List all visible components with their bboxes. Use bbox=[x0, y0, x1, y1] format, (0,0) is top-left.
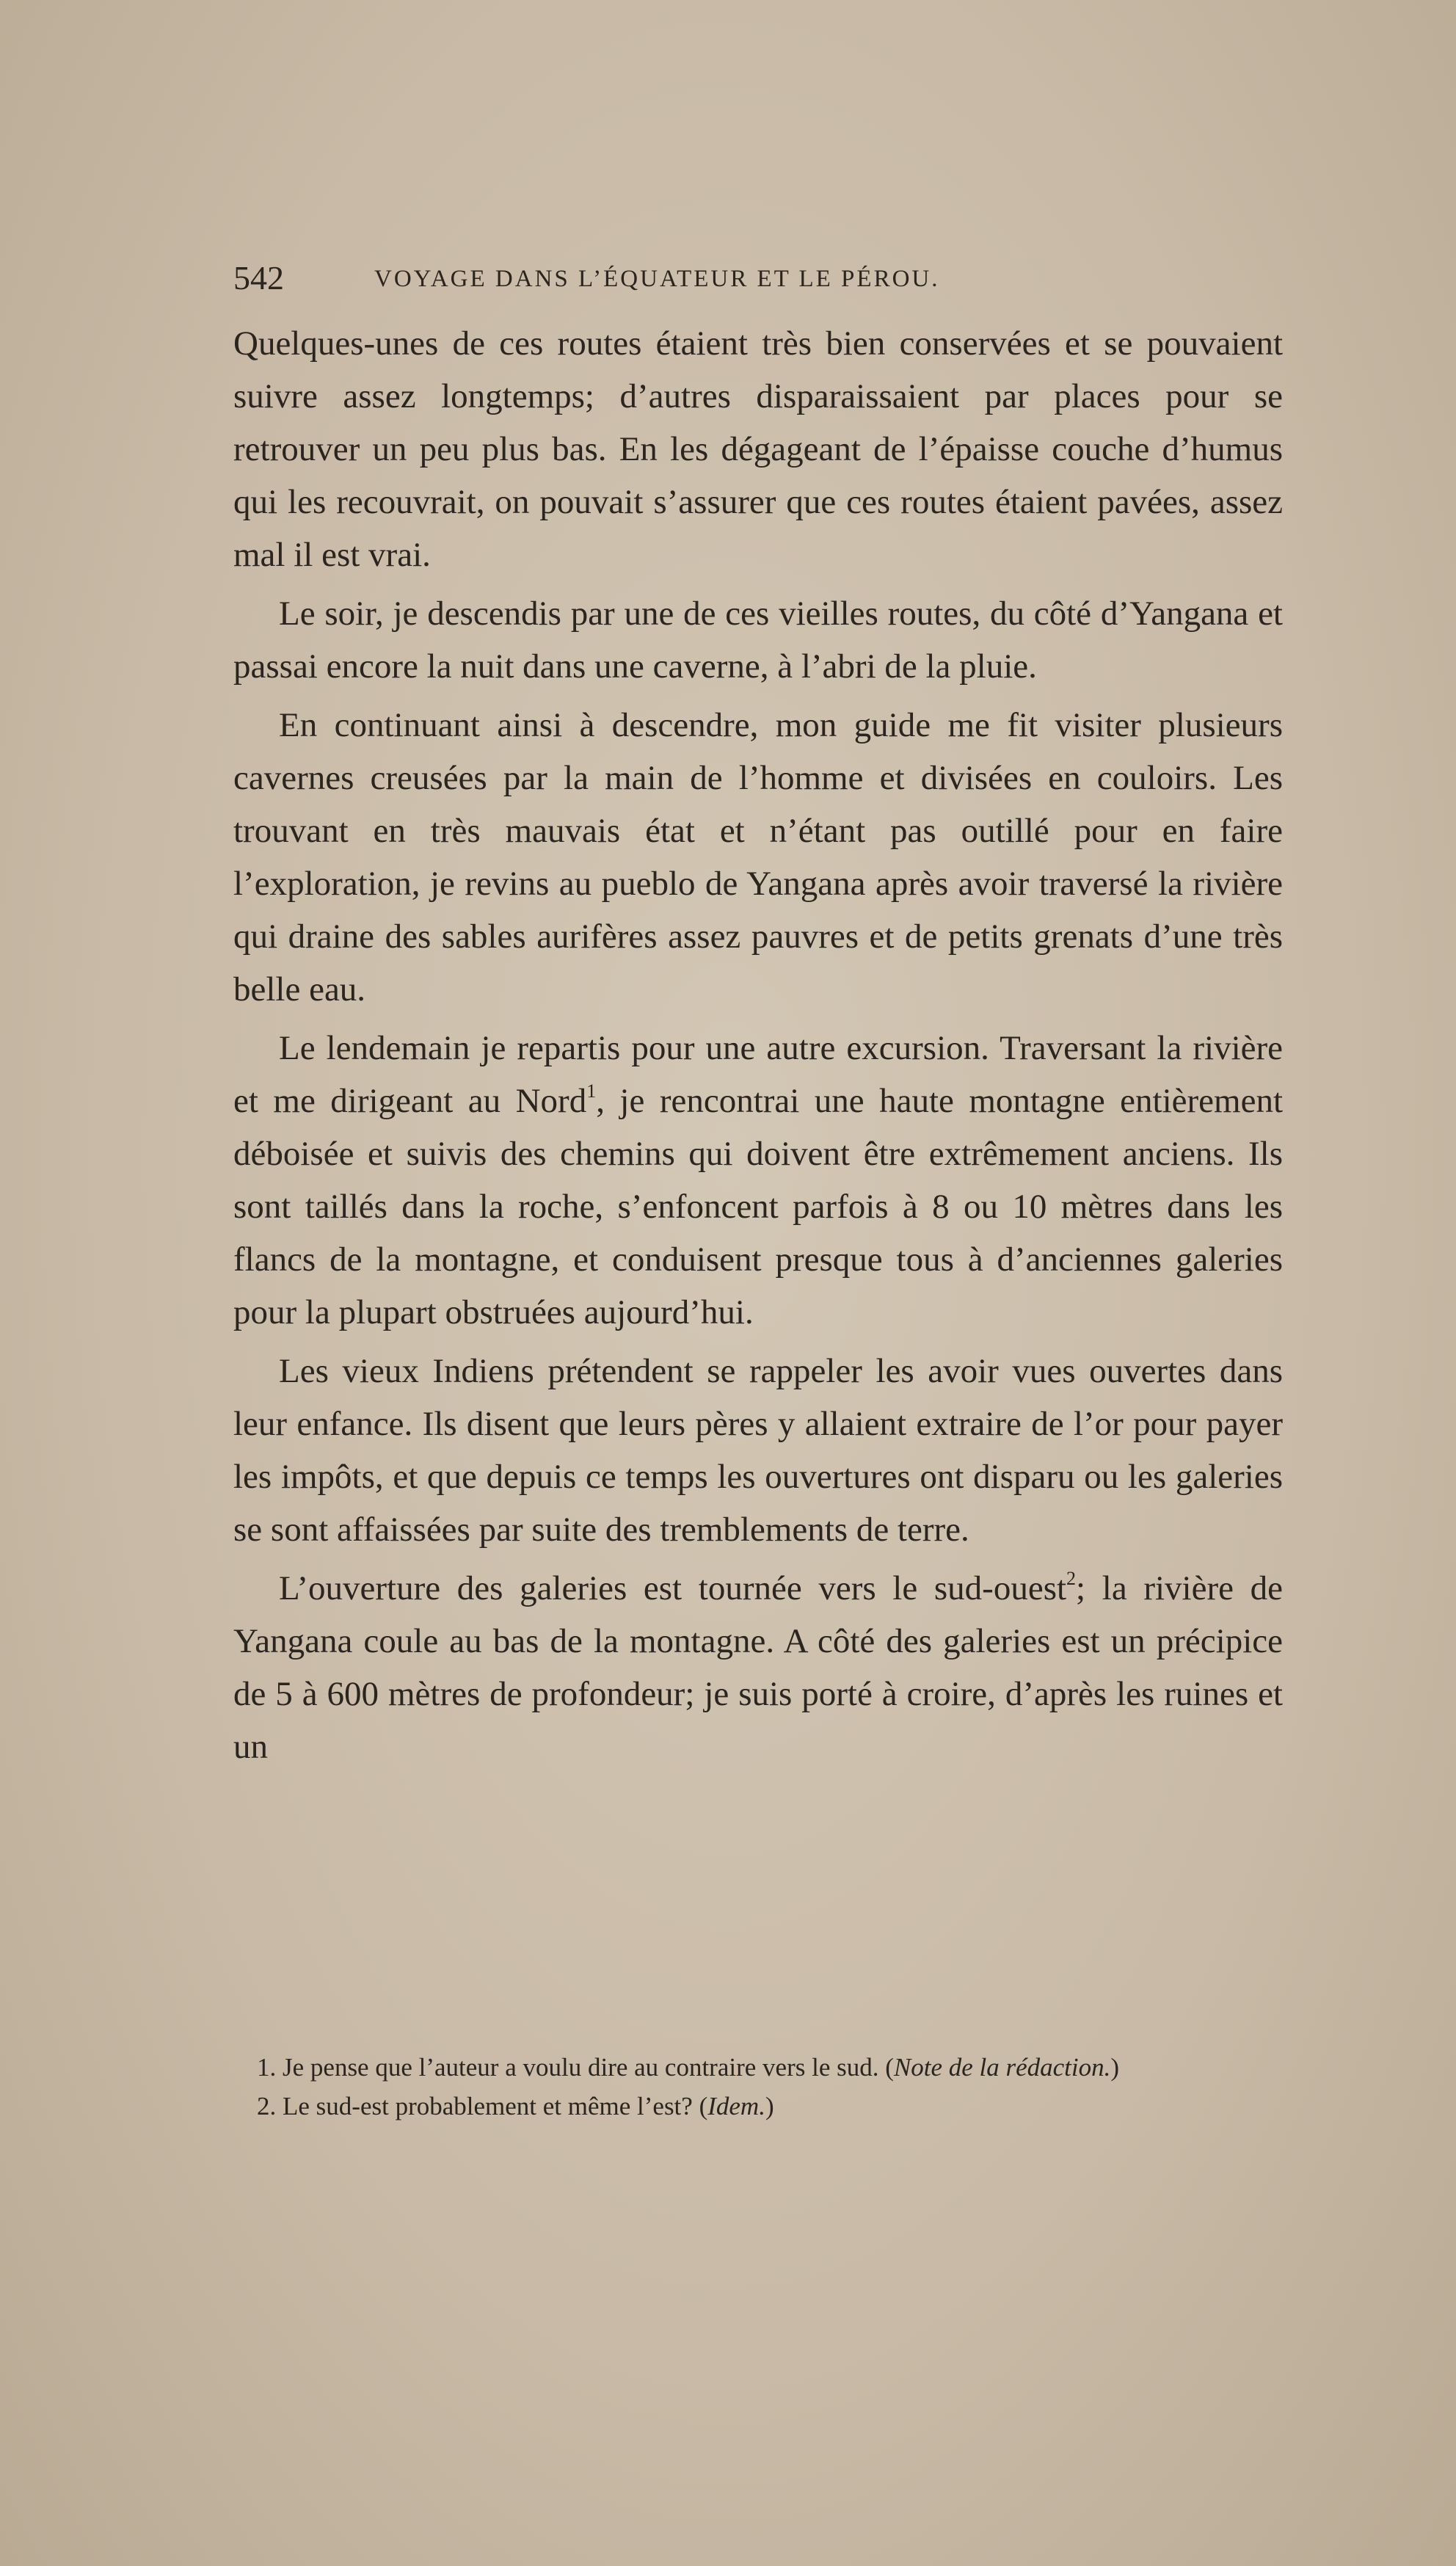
footnote-text: 2. Le sud-est probablement et même l’est? ( bbox=[257, 2092, 708, 2120]
body-text bbox=[233, 317, 1283, 1779]
paragraph: Le soir, je descendis par une de ces vieilles routes, du côté d’Yangana et passai encore la nuit dans une caverne, à l’abri de la pluie. bbox=[233, 595, 1283, 686]
footnotes bbox=[233, 2048, 1283, 2126]
page-header bbox=[233, 258, 1283, 302]
paragraph-text: ; la rivière de Yangana coule au bas de la montagne. A côté des galeries est un précipice de 5 à 600 mètres de profondeur; je suis porté à croire, d’après les ruines et un bbox=[233, 1569, 1283, 1766]
running-head: VOYAGE DANS L’ÉQUATEUR ET LE PÉROU. bbox=[374, 266, 940, 292]
paragraph-text: L’ouverture des galeries est tournée vers le sud-ouest bbox=[279, 1569, 1067, 1607]
page-number: 542 bbox=[233, 259, 284, 297]
paragraph-text: , je rencontrai une haute montagne entièrement déboisée et suivis des chemins qui doivent être extrêmement anciens. Ils sont taillés dans la roche, s’enfoncent parfois à 8 ou 10 mètres dans les flancs de la montagne, et conduisent presque tous à d’anciennes galeries pour la plupart obstruées aujourd’hui. bbox=[233, 1082, 1283, 1331]
footnote-ref: 2 bbox=[1066, 1568, 1077, 1589]
paragraph bbox=[233, 1022, 1283, 1339]
footnote-ref: 1 bbox=[586, 1080, 597, 1102]
footnote bbox=[233, 2048, 1283, 2087]
paragraph: Quelques-unes de ces routes étaient très bien conservées et se pouvaient suivre assez longtemps; d’autres disparaissaient par places pour se retrouver un peu plus bas. En les dégageant de l’épaisse couche d’humus qui les recouvrait, on pouvait s’assurer que ces routes étaient pavées, assez mal il est vrai. bbox=[233, 324, 1283, 574]
footnote-text: 1. Je pense que l’auteur a voulu dire au contraire vers le sud. ( bbox=[257, 2053, 894, 2082]
footnote-close: ) bbox=[765, 2092, 774, 2120]
footnote-close: ) bbox=[1110, 2053, 1120, 2082]
paragraph: En continuant ainsi à descendre, mon guide me fit visiter plusieurs cavernes creusées par la main de l’homme et divisées en couloirs. Les trouvant en très mauvais état et n’étant pas outillé pour en faire l’exploration, je revins au pueblo de Yangana après avoir traversé la rivière qui draine des sables aurifères assez pauvres et de petits grenats d’une très belle eau. bbox=[233, 706, 1283, 1008]
paragraph-text: Le lendemain je repartis pour une autre excursion. Traversant la rivière et me dirigeant au Nord bbox=[233, 1029, 1283, 1120]
footnote bbox=[233, 2087, 1283, 2126]
paragraph: Les vieux Indiens prétendent se rappeler les avoir vues ouvertes dans leur enfance. Ils disent que leurs pères y allaient extraire de l’or pour payer les impôts, et que depuis ce temps les ouvertures ont disparu ou les galeries se sont affaissées par suite des tremblements de terre. bbox=[233, 1352, 1283, 1549]
footnote-note: Note de la rédaction. bbox=[893, 2053, 1111, 2082]
footnote-note: Idem. bbox=[707, 2092, 765, 2120]
paragraph bbox=[233, 1562, 1283, 1773]
